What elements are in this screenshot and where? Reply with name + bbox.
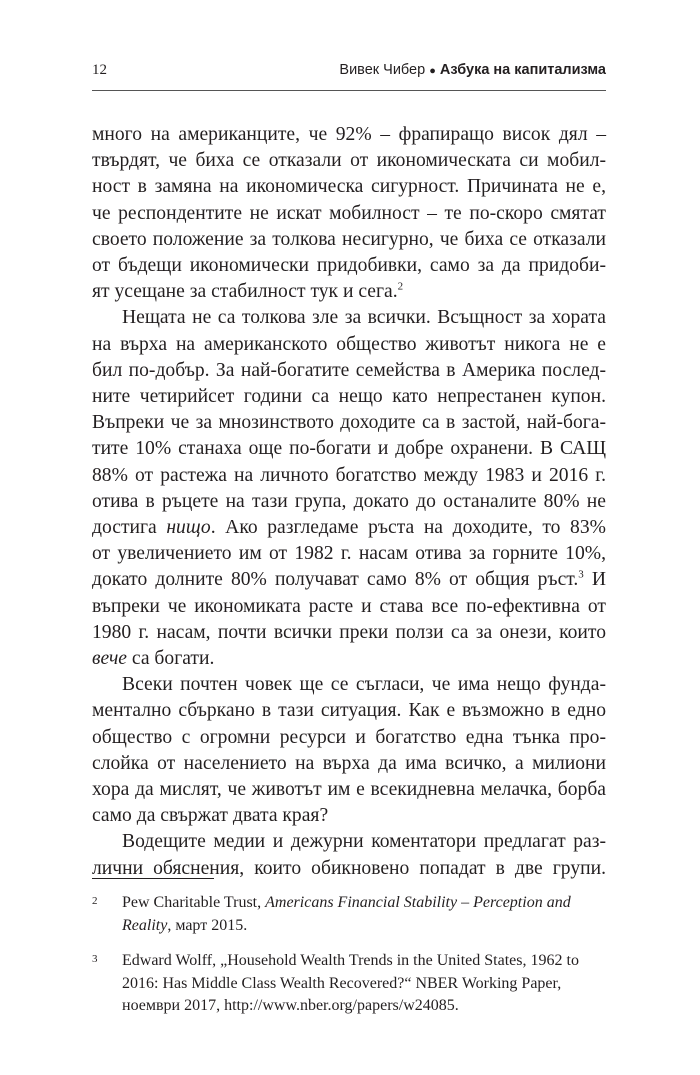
text-line: 88% от растежа на личното богатство между 1983 и 2016 г. [92,464,606,486]
footnotes [92,892,606,1031]
text-line: ност в замяна на икономическа сигурност. Причината не е, [92,176,606,198]
text-line: тите 10% станаха още по-богати и добре охранени. В САЩ [92,438,606,460]
paragraph-2 [92,305,606,672]
text-line: общество с огромни ресурси и богатство една тънка про- [92,726,606,748]
bullet-icon: ● [429,65,436,77]
text-line: достига нищо. Ако разгледаме ръста на доходите, то 83% [92,517,606,539]
text-line: ят усещане за стабилност тук и сега.$^2$ [92,280,404,303]
text-line: на върха на американското общество животът никога не е [92,333,606,355]
text-line: от бъдещи икономически придобивки, само за да придоби- [92,255,606,277]
running-head [339,62,606,78]
footnote-number: 3 [92,953,98,965]
text-line: Въпреки че за мнозинството доходите са в застой, най-бога- [92,412,606,434]
author-name: Вивек Чибер [339,62,426,78]
text-line: хора да мислят, че животът им е всекидневна мелачка, борба [92,779,606,801]
text-line: Всеки почтен човек ще се съгласи, че има нещо фунда- [122,674,606,696]
text-line: слойка от населението на върха да има всичко, а милиони [92,752,606,774]
footnote-text: Pew Charitable Trust, Americans Financial Stability – Perception and Reality, март 2015. [122,894,571,934]
text-line: отива в ръцете на тази група, докато до останалите 80% не [92,490,606,512]
text-line: ните четирийсет години са нещо като непрестанен купон. [92,386,606,408]
footnote-3 [92,950,606,1018]
header-rule [92,90,606,91]
footnote-number: 2 [92,895,98,907]
text-line: вече са богати. [92,648,215,670]
text-line: въпреки че икономиката расте и става все по-ефективна от [92,595,606,617]
page-number: 12 [92,62,107,78]
text-line: Водещите медии и дежурни коментатори предлагат раз- [122,831,606,853]
footnote-2 [92,892,606,937]
paragraph-4 [92,829,606,881]
text-line: своето положение за толкова несигурно, че биха се отказали [92,228,606,250]
text-line: твърдят, че биха се отказали от икономическата си мобил- [92,150,606,172]
emphasis-nishto: нищо [166,517,211,539]
text-line: бил по-добър. За най-богатите семейства в Америка послед- [92,359,606,381]
text-line: само да свържат двата края? [92,805,329,827]
text-line: 1980 г. насам, почти всички преки ползи са за онези, които [92,621,606,643]
text-line: докато долните 80% получават само 8% от общия ръст.$^3$ И [92,568,606,591]
paragraph-3 [92,672,606,829]
text-line: Нещата не са толкова зле за всички. Всъщност за хората [122,307,606,329]
paragraph-1 [92,122,606,305]
footnote-ref-3[interactable]: 3 [578,568,584,581]
text-line: от увеличението им от 1982 г. насам отива за горните 10%, [92,543,606,565]
text-line: ментално сбъркано в тази ситуация. Как е възможно в едно [92,700,606,722]
book-title: Азбука на капитализма [439,62,606,78]
emphasis-veche: вече [92,648,127,670]
text-line: много на американците, че 92% – фрапиращо висок дял – [92,124,606,145]
footnote-text: Edward Wolff, „Household Wealth Trends in the United States, 1962 to 2016: Has Middle Class Wealth Recovered?“ NBER Working Paper, ноември 2017, http://www.nber.org/papers/w24085. [122,952,579,1014]
footnote-ref-2[interactable]: 2 [397,280,404,293]
text-line: че респондентите не искат мобилност – те по-скоро смятат [92,202,606,224]
text-line: лични обяснения, които обикновено попадат в две групи. [92,857,606,879]
footnote-rule [92,878,214,879]
running-header [92,62,606,79]
body-text [92,122,606,882]
